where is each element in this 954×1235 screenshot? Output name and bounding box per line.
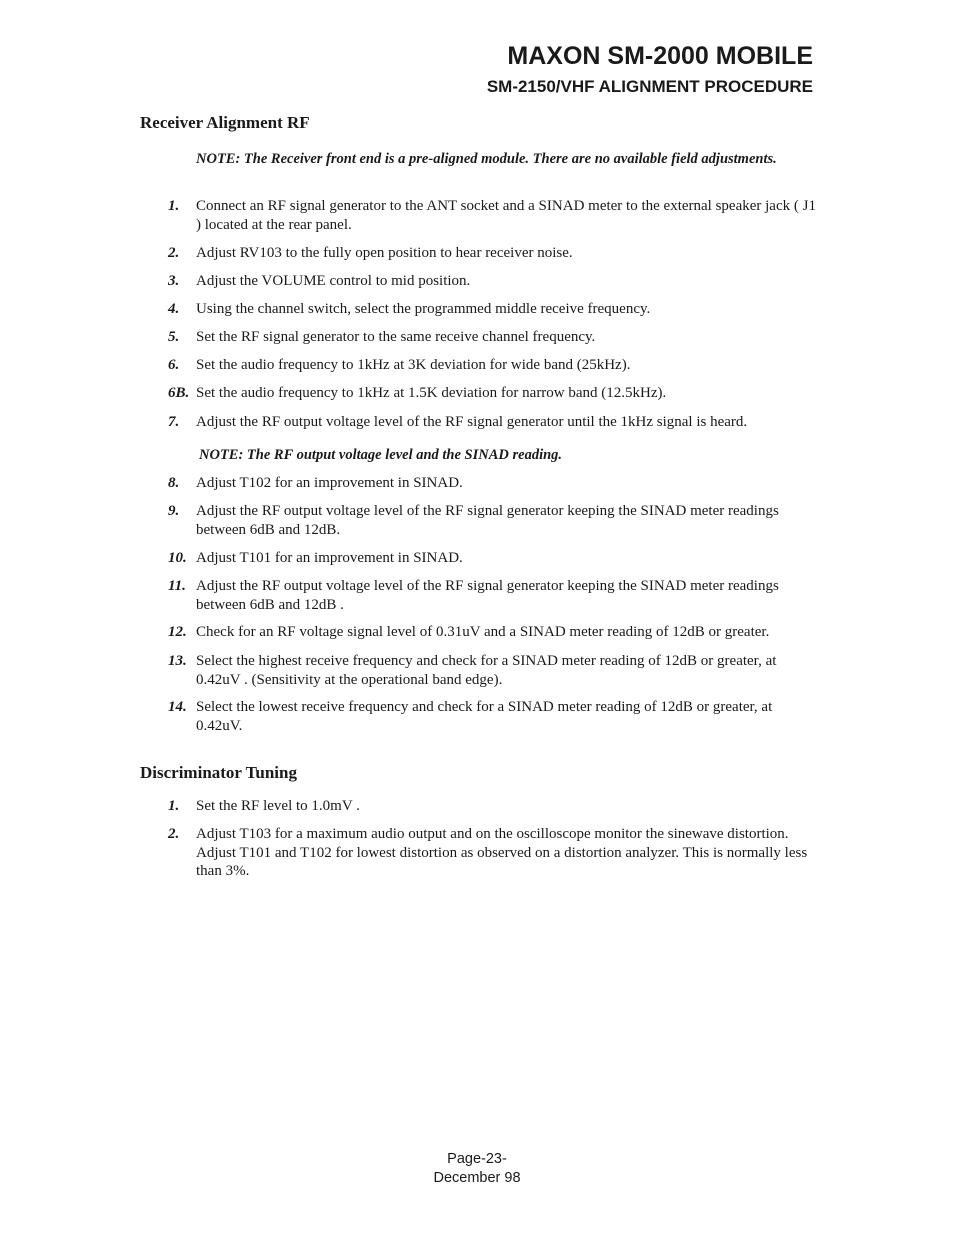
page-number: Page-23-: [447, 1151, 507, 1167]
step-text: Select the lowest receive frequency and check for a SINAD meter reading of 12dB or greater, at 0.42uV.: [196, 699, 773, 734]
receiver-step: [168, 698, 818, 735]
step-number: 1.: [168, 198, 180, 214]
document-title: MAXON SM-2000 MOBILE: [507, 42, 813, 70]
step-number: 13.: [168, 653, 187, 669]
discriminator-step: [168, 797, 818, 816]
receiver-step: [168, 384, 818, 403]
step-number: 7.: [168, 414, 180, 430]
receiver-section-heading: Receiver Alignment RF: [140, 113, 310, 132]
receiver-note-rf-output: NOTE: The RF output voltage level and the SINAD reading.: [199, 447, 563, 463]
receiver-step: [168, 244, 818, 263]
step-number: 9.: [168, 503, 180, 519]
step-number: 2.: [168, 826, 180, 842]
step-text: Adjust the RF output voltage level of the RF signal generator keeping the SINAD meter readings between 6dB and 12dB.: [196, 503, 779, 538]
step-number: 12.: [168, 624, 187, 640]
receiver-step: [168, 623, 818, 642]
step-text: Adjust RV103 to the fully open position to hear receiver noise.: [196, 245, 573, 261]
step-text: Set the audio frequency to 1kHz at 1.5K deviation for narrow band (12.5kHz).: [196, 385, 667, 401]
receiver-step: [168, 502, 818, 539]
step-number: 3.: [168, 273, 180, 289]
step-text: Adjust T101 for an improvement in SINAD.: [196, 550, 463, 566]
step-text: Select the highest receive frequency and check for a SINAD meter reading of 12dB or greater, at 0.42uV . (Sensitivity at the operational band edge).: [196, 653, 777, 688]
receiver-step: [168, 549, 818, 568]
receiver-step: [168, 328, 818, 347]
step-number: 8.: [168, 475, 180, 491]
step-text: Set the RF signal generator to the same receive channel frequency.: [196, 329, 596, 345]
step-text: Adjust the RF output voltage level of the RF signal generator until the 1kHz signal is heard.: [196, 414, 748, 430]
step-text: Adjust T103 for a maximum audio output and on the oscilloscope monitor the sinewave distortion. Adjust T101 and T102 for lowest distortion as observed on a distortion analyzer. This is normally less than 3%.: [196, 826, 808, 879]
step-text: Using the channel switch, select the programmed middle receive frequency.: [196, 301, 651, 317]
receiver-step: [168, 413, 818, 432]
discriminator-section-heading: Discriminator Tuning: [140, 763, 297, 782]
receiver-note-front-end: NOTE: The Receiver front end is a pre-aligned module. There are no available field adjustments.: [196, 151, 777, 167]
step-number: 10.: [168, 550, 187, 566]
receiver-step: [168, 474, 818, 493]
receiver-step: [168, 356, 818, 375]
step-text: Adjust T102 for an improvement in SINAD.: [196, 475, 463, 491]
step-number: 2.: [168, 245, 180, 261]
step-text: Connect an RF signal generator to the ANT socket and a SINAD meter to the external speaker jack ( J1 ) located at the rear panel.: [196, 198, 816, 233]
step-text: Set the RF level to 1.0mV .: [196, 798, 360, 814]
document-subtitle: SM-2150/VHF ALIGNMENT PROCEDURE: [486, 77, 813, 96]
step-number: 6B.: [168, 385, 190, 401]
step-text: Check for an RF voltage signal level of 0.31uV and a SINAD meter reading of 12dB or greater.: [196, 624, 770, 640]
receiver-step: [168, 197, 818, 234]
step-number: 14.: [168, 699, 187, 715]
discriminator-step: [168, 825, 818, 881]
step-text: Set the audio frequency to 1kHz at 3K deviation for wide band (25kHz).: [196, 357, 631, 373]
step-text: Adjust the RF output voltage level of the RF signal generator keeping the SINAD meter readings between 6dB and 12dB .: [196, 578, 779, 613]
receiver-step: [168, 272, 818, 291]
step-number: 1.: [168, 798, 180, 814]
step-number: 11.: [168, 578, 186, 594]
step-text: Adjust the VOLUME control to mid position.: [196, 273, 471, 289]
receiver-step: [168, 652, 818, 689]
step-number: 5.: [168, 329, 180, 345]
step-number: 6.: [168, 357, 180, 373]
page-date: December 98: [433, 1170, 521, 1186]
receiver-step: [168, 300, 818, 319]
receiver-step: [168, 577, 818, 614]
step-number: 4.: [168, 301, 180, 317]
